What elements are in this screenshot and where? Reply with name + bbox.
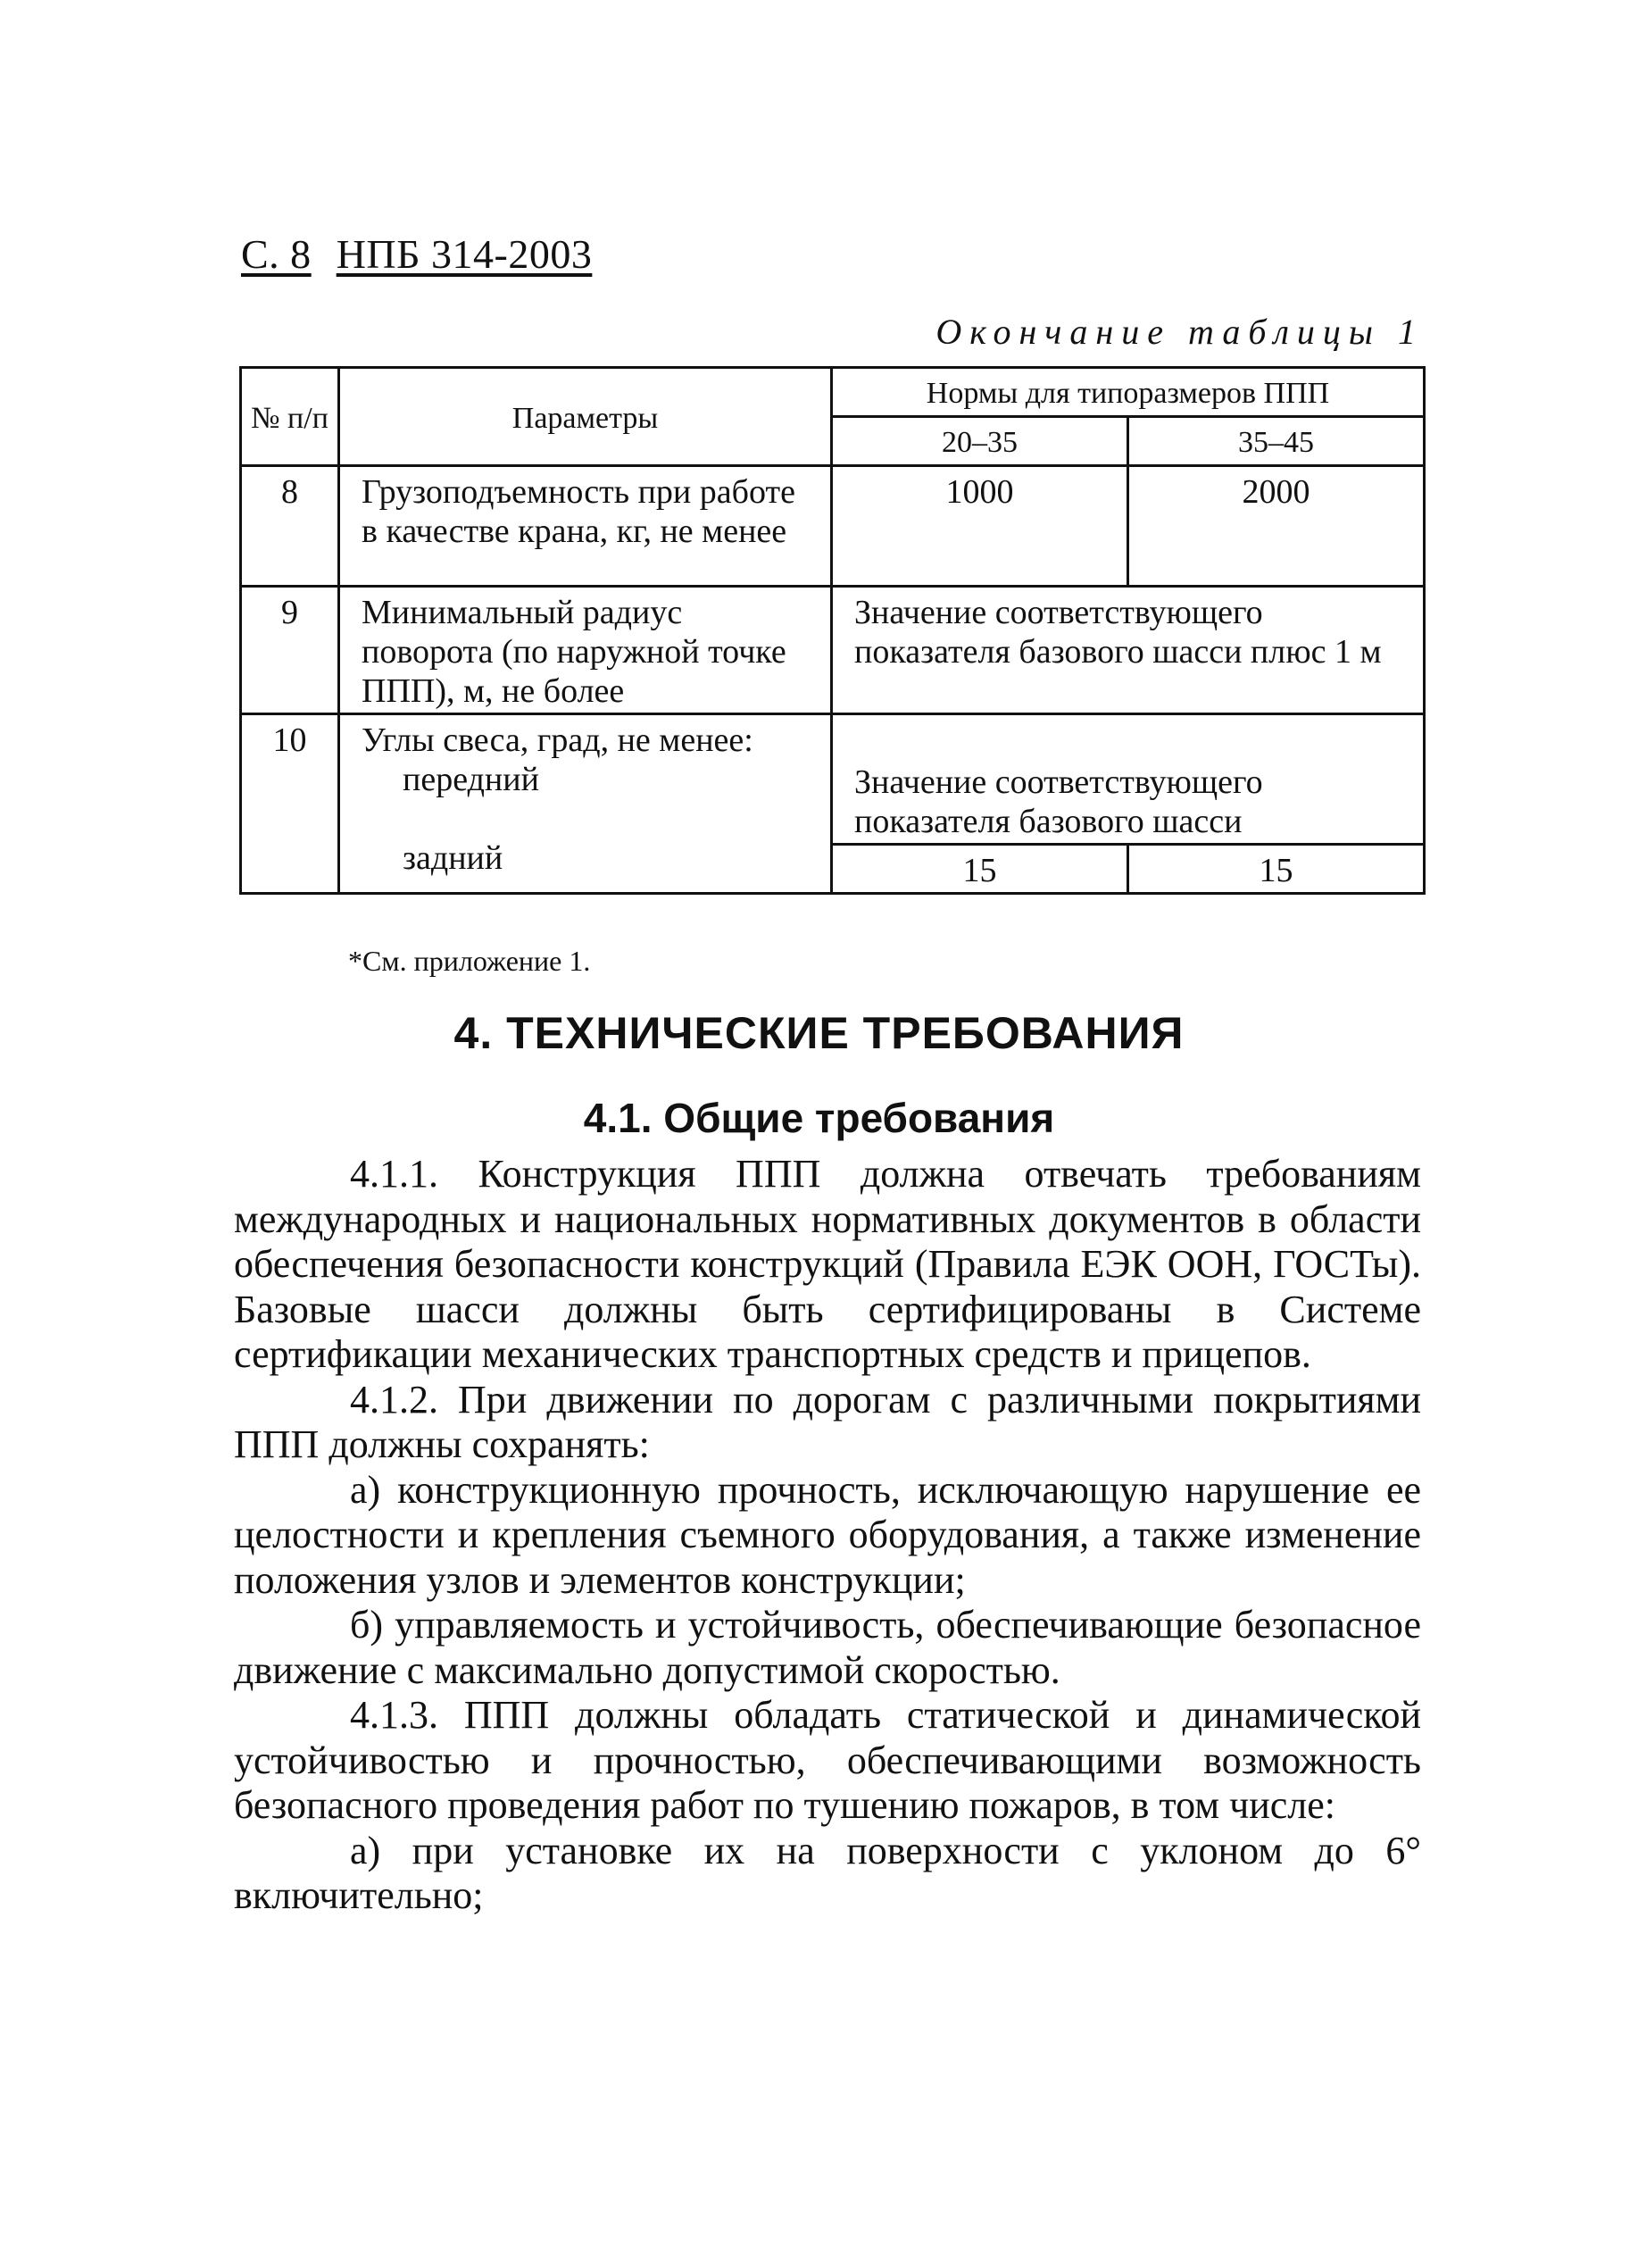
row-value-rear-1: 15: [832, 845, 1128, 894]
row-value-1: 1000: [832, 466, 1128, 587]
header-size-1: 20–35: [832, 417, 1128, 466]
row-value-rear-2: 15: [1128, 845, 1425, 894]
row-num: 9: [241, 587, 339, 714]
row-num: 10: [241, 714, 339, 894]
row-num: 8: [241, 466, 339, 587]
subsection-title: 4.1. Общие требования: [583, 1095, 1055, 1141]
table-row: [241, 587, 1425, 714]
table-header-row: [241, 368, 1425, 417]
paragraph: 4.1.2. При движении по дорогам с различными покрытиями ППП должны сохранять:: [234, 1377, 1421, 1466]
section-title: 4. ТЕХНИЧЕСКИЕ ТРЕБОВАНИЯ: [453, 1008, 1185, 1058]
document-code: НПБ 314-2003: [336, 231, 593, 277]
row-param-rear: задний: [403, 839, 503, 877]
paragraph: 4.1.3. ППП должны обладать статической и динамической устойчивостью и прочностью, обеспечивающими возможность безопасного проведения работ по тушению пожаров, в том числе:: [234, 1693, 1421, 1827]
header-norms: Нормы для типоразмеров ППП: [832, 368, 1425, 417]
page-header: [241, 230, 592, 278]
table-caption: Окончание таблицы 1: [935, 312, 1424, 352]
table-row: [241, 466, 1425, 587]
row-param: Углы свеса, град, не менее:: [362, 721, 753, 759]
table-row: [241, 714, 1425, 845]
paragraph: 4.1.1. Конструкция ППП должна отвечать требованиям международных и национальных нормативных документов в области обеспечения безопасности конструкций (Правила ЕЭК ООН, ГОСТы). Базовые шасси должны быть сертифицированы в Системе сертификации механических транспортных средств и прицепов.: [234, 1152, 1421, 1376]
row-value-front: Значение соответствующего показателя базового шасси: [832, 714, 1425, 845]
body-text: [234, 1152, 1421, 1919]
header-num: № п/п: [241, 368, 339, 466]
parameters-table: [239, 366, 1426, 895]
page-number: С. 8: [241, 231, 312, 277]
row-value-2: 2000: [1128, 466, 1425, 587]
row-value: Значение соответствующего показателя базового шасси плюс 1 м: [832, 587, 1425, 714]
row-param: Грузоподъемность при работе в качестве крана, кг, не менее: [339, 466, 832, 587]
paragraph: б) управляемость и устойчивость, обеспечивающие безопасное движение с максимально допустимой скоростью.: [234, 1603, 1421, 1692]
footnote: *См. приложение 1.: [348, 945, 591, 977]
row-param-front: передний: [403, 761, 539, 798]
header-size-2: 35–45: [1128, 417, 1425, 466]
header-params: Параметры: [339, 368, 832, 466]
paragraph: а) при установке их на поверхности с уклоном до 6° включительно;: [234, 1828, 1421, 1917]
row-param-group: [339, 714, 832, 894]
row-param: Минимальный радиус поворота (по наружной точке ППП), м, не более: [339, 587, 832, 714]
paragraph: а) конструкционную прочность, исключающую нарушение ее целостности и крепления съемного оборудования, а также изменение положения узлов и элементов конструкции;: [234, 1467, 1421, 1602]
